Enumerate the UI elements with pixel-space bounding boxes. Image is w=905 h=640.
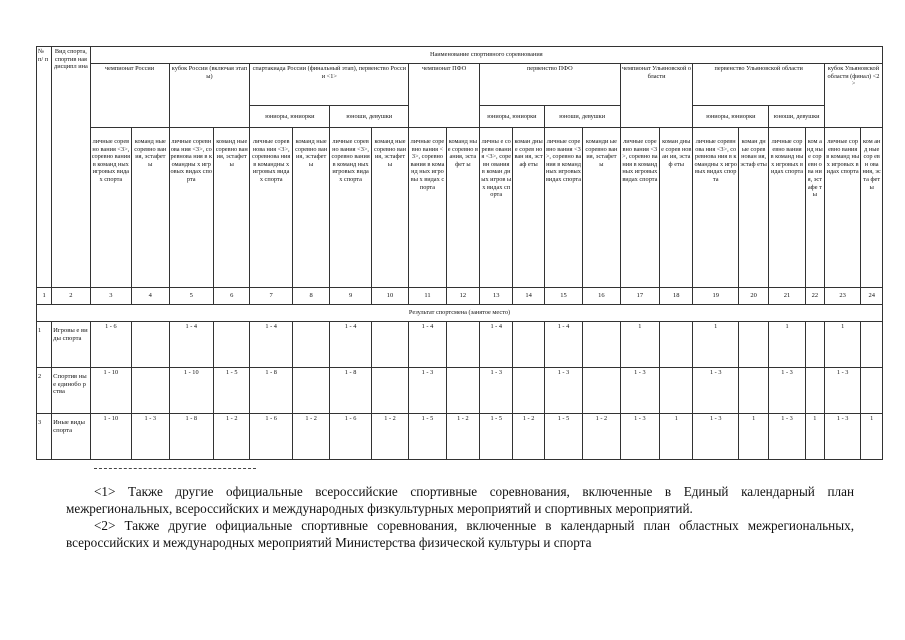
column-number: 6 bbox=[214, 288, 250, 305]
table-row bbox=[37, 322, 883, 368]
col-desc: личные соревно вания <3>, соревно вания в команд ных игровы х видах спорта bbox=[409, 128, 446, 288]
col-desc: личные соревно вания <3>, соревно вания в команд ных игровых видах спорта bbox=[330, 128, 371, 288]
result-cell: 1 - 4 bbox=[544, 322, 582, 368]
result-cell: 1 - 2 bbox=[446, 414, 479, 460]
col-desc: команд ные соревно вания, эстафет ы bbox=[446, 128, 479, 288]
result-cell: 1 - 10 bbox=[90, 368, 131, 414]
result-cell: 1 - 6 bbox=[90, 322, 131, 368]
column-number: 14 bbox=[513, 288, 544, 305]
column-number: 23 bbox=[824, 288, 860, 305]
result-cell: 1 - 3 bbox=[409, 368, 446, 414]
column-number: 15 bbox=[544, 288, 582, 305]
column-number: 5 bbox=[169, 288, 214, 305]
column-number: 3 bbox=[90, 288, 131, 305]
result-cell bbox=[214, 322, 250, 368]
result-cell: 1 - 5 bbox=[214, 368, 250, 414]
sub-sp-youth: юноши, девушки bbox=[330, 106, 409, 128]
header-sport-type: Вид спорта, спортив ная дисципл ина bbox=[52, 47, 90, 288]
row-index: 3 bbox=[37, 414, 52, 460]
col-desc: коман дные сорев нован ия, эстаф еты bbox=[738, 128, 768, 288]
footnote-2 bbox=[66, 517, 854, 551]
column-number: 19 bbox=[693, 288, 739, 305]
column-number: 8 bbox=[292, 288, 329, 305]
row-index: 2 bbox=[37, 368, 52, 414]
col-desc: коман дные сорев нован ия, эстаф еты bbox=[660, 128, 693, 288]
result-cell bbox=[861, 322, 883, 368]
footnote-1-text: <1> Также другие официальные всероссийские спортивные соревнования, включенные в Единый календарный план межрегиональных, всероссийских и международных физкультурных мероприятий и спортивных мероприятий. bbox=[66, 484, 854, 516]
column-number: 22 bbox=[805, 288, 824, 305]
result-cell: 1 - 3 bbox=[620, 414, 659, 460]
column-number: 10 bbox=[371, 288, 408, 305]
result-cell: 1 - 4 bbox=[169, 322, 214, 368]
column-number: 16 bbox=[583, 288, 620, 305]
result-cell: 1 - 5 bbox=[409, 414, 446, 460]
column-number: 18 bbox=[660, 288, 693, 305]
result-cell: 1 - 3 bbox=[132, 414, 169, 460]
result-cell bbox=[583, 368, 620, 414]
result-cell: 1 - 4 bbox=[409, 322, 446, 368]
column-number: 7 bbox=[250, 288, 292, 305]
result-cell: 1 - 2 bbox=[371, 414, 408, 460]
col-desc: коман дные сорев нован ия, эстаф еты bbox=[513, 128, 544, 288]
result-cell: 1 - 2 bbox=[292, 414, 329, 460]
result-cell bbox=[861, 368, 883, 414]
result-cell bbox=[738, 368, 768, 414]
col-desc: личные соревно вания <3>, соревно вания в команд ных игровых видах спорта bbox=[620, 128, 659, 288]
sub-pfo-youth: юноши, девушки bbox=[544, 106, 620, 128]
result-cell: 1 - 2 bbox=[513, 414, 544, 460]
result-cell bbox=[583, 322, 620, 368]
result-cell: 1 - 10 bbox=[90, 414, 131, 460]
data-rows bbox=[37, 322, 883, 460]
footnote-2-text: <2> Также другие официальные спортивные соревнования, включенные в календарный план областных межрегиональных, всероссийских и международных мероприятий Министерства физической культуры и спорта bbox=[66, 518, 854, 550]
group-champ-uly: чемпионат Ульяновской области bbox=[620, 64, 693, 128]
col-desc: личные соревно вания в команд ных игровых видах спорта bbox=[769, 128, 805, 288]
col-desc: ком анд ные сор евн ова ния, эст афе ты bbox=[805, 128, 824, 288]
header-num: № п/ п bbox=[37, 47, 52, 288]
column-number: 20 bbox=[738, 288, 768, 305]
table-row bbox=[37, 368, 883, 414]
result-cell: 1 - 3 bbox=[769, 368, 805, 414]
col-desc: личные соревно вания <3>, соревно вания в команд ных игровых видах спорта bbox=[90, 128, 131, 288]
group-cup-russia: кубок России (включая этапы) bbox=[169, 64, 250, 128]
result-cell bbox=[132, 322, 169, 368]
col-desc: личные соревнова ния <3>, соревнова ния в командны х игровых видах спорта bbox=[169, 128, 214, 288]
result-cell bbox=[446, 368, 479, 414]
result-cell: 1 - 3 bbox=[480, 368, 513, 414]
col-desc: личные соревнова ния <3>, соревнова ния в командны х игровых видах спорта bbox=[693, 128, 739, 288]
result-cell: 1 - 3 bbox=[544, 368, 582, 414]
table-row bbox=[37, 414, 883, 460]
result-caption: Результат спортсмена (занятое место) bbox=[37, 305, 883, 322]
col-desc: команди ые соревно вания, эстафет ы bbox=[583, 128, 620, 288]
classification-table bbox=[36, 46, 883, 460]
result-cell bbox=[292, 368, 329, 414]
result-cell: 1 - 2 bbox=[214, 414, 250, 460]
result-cell: 1 bbox=[660, 414, 693, 460]
group-first-uly: первенство Ульяновской области bbox=[693, 64, 825, 106]
result-cell: 1 - 3 bbox=[620, 368, 659, 414]
column-number: 2 bbox=[52, 288, 90, 305]
header-competition-name: Наименование спортивного соревнования bbox=[90, 47, 882, 64]
column-number-row bbox=[37, 288, 883, 305]
column-number: 17 bbox=[620, 288, 659, 305]
col-desc: команд ные соревно вания, эстафет ы bbox=[214, 128, 250, 288]
result-cell: 1 bbox=[769, 322, 805, 368]
result-cell: 1 - 3 bbox=[824, 368, 860, 414]
result-cell bbox=[660, 368, 693, 414]
result-cell: 1 bbox=[738, 414, 768, 460]
col-desc: личные соревно вания в команд ных игровых видах спорта bbox=[824, 128, 860, 288]
column-number: 1 bbox=[37, 288, 52, 305]
column-number: 11 bbox=[409, 288, 446, 305]
result-cell bbox=[132, 368, 169, 414]
column-number: 21 bbox=[769, 288, 805, 305]
result-cell bbox=[660, 322, 693, 368]
group-champ-russia: чемпионат России bbox=[90, 64, 169, 128]
result-cell bbox=[292, 322, 329, 368]
row-sport: Иные виды спорта bbox=[52, 414, 90, 460]
result-cell: 1 - 3 bbox=[824, 414, 860, 460]
result-cell: 1 - 4 bbox=[480, 322, 513, 368]
result-cell: 1 - 4 bbox=[330, 322, 371, 368]
col-desc: личные соревнова ния <3>, соревнова ния в командны х игровых видах спорта bbox=[250, 128, 292, 288]
column-number: 24 bbox=[861, 288, 883, 305]
result-cell bbox=[513, 368, 544, 414]
result-cell bbox=[805, 368, 824, 414]
column-number: 12 bbox=[446, 288, 479, 305]
row-sport: Спортив ные единобо рства bbox=[52, 368, 90, 414]
group-first-pfo: первенство ПФО bbox=[480, 64, 621, 106]
result-cell: 1 - 6 bbox=[250, 414, 292, 460]
col-desc: команд ные соревно вания, эстафет ы bbox=[132, 128, 169, 288]
col-desc: команд ные соревно вания, эстафет ы bbox=[292, 128, 329, 288]
result-cell bbox=[513, 322, 544, 368]
result-cell: 1 - 3 bbox=[693, 368, 739, 414]
col-desc: команд ные соревно вания, эстафет ы bbox=[371, 128, 408, 288]
sub-pfo-juniors: юниоры, юниорки bbox=[480, 106, 545, 128]
result-cell bbox=[446, 322, 479, 368]
row-index: 1 bbox=[37, 322, 52, 368]
group-champ-pfo: чемпионат ПФО bbox=[409, 64, 480, 128]
result-cell: 1 - 4 bbox=[250, 322, 292, 368]
group-spartakiad: спартакиада России (финальный этап), первенство России <1> bbox=[250, 64, 409, 106]
column-number: 13 bbox=[480, 288, 513, 305]
competition-results-table bbox=[36, 46, 883, 460]
sub-sp-juniors: юниоры, юниорки bbox=[250, 106, 330, 128]
group-cup-uly: кубок Ульяновской области (финал) <2> bbox=[824, 64, 882, 128]
result-cell: 1 - 3 bbox=[769, 414, 805, 460]
col-desc: личны е соревн ования <3>, соревн ования в коман дных игров ых видах спорта bbox=[480, 128, 513, 288]
col-desc: ком анд ные сор евн ова ния, эста фет ы bbox=[861, 128, 883, 288]
row-sport: Игровы е виды спорта bbox=[52, 322, 90, 368]
result-cell: 1 - 5 bbox=[544, 414, 582, 460]
result-cell: 1 - 8 bbox=[330, 368, 371, 414]
col-desc: личные соревно вания <3>, соревно вания в команд ных игровых видах спорта bbox=[544, 128, 582, 288]
result-cell: 1 - 2 bbox=[583, 414, 620, 460]
result-cell: 1 - 5 bbox=[480, 414, 513, 460]
column-number: 4 bbox=[132, 288, 169, 305]
result-cell bbox=[738, 322, 768, 368]
sub-uly-youth: юноши, девушки bbox=[769, 106, 825, 128]
column-number: 9 bbox=[330, 288, 371, 305]
result-cell: 1 - 6 bbox=[330, 414, 371, 460]
sub-uly-juniors: юниоры, юниорки bbox=[693, 106, 769, 128]
result-cell: 1 - 8 bbox=[250, 368, 292, 414]
result-cell: 1 - 10 bbox=[169, 368, 214, 414]
footnote-separator bbox=[94, 468, 256, 469]
result-cell bbox=[371, 322, 408, 368]
result-cell: 1 bbox=[620, 322, 659, 368]
result-cell: 1 - 8 bbox=[169, 414, 214, 460]
result-cell: 1 bbox=[861, 414, 883, 460]
result-cell: 1 - 3 bbox=[693, 414, 739, 460]
result-cell: 1 bbox=[693, 322, 739, 368]
result-cell: 1 bbox=[805, 414, 824, 460]
result-cell bbox=[805, 322, 824, 368]
result-cell bbox=[371, 368, 408, 414]
result-cell: 1 bbox=[824, 322, 860, 368]
footnote-1 bbox=[66, 483, 854, 517]
